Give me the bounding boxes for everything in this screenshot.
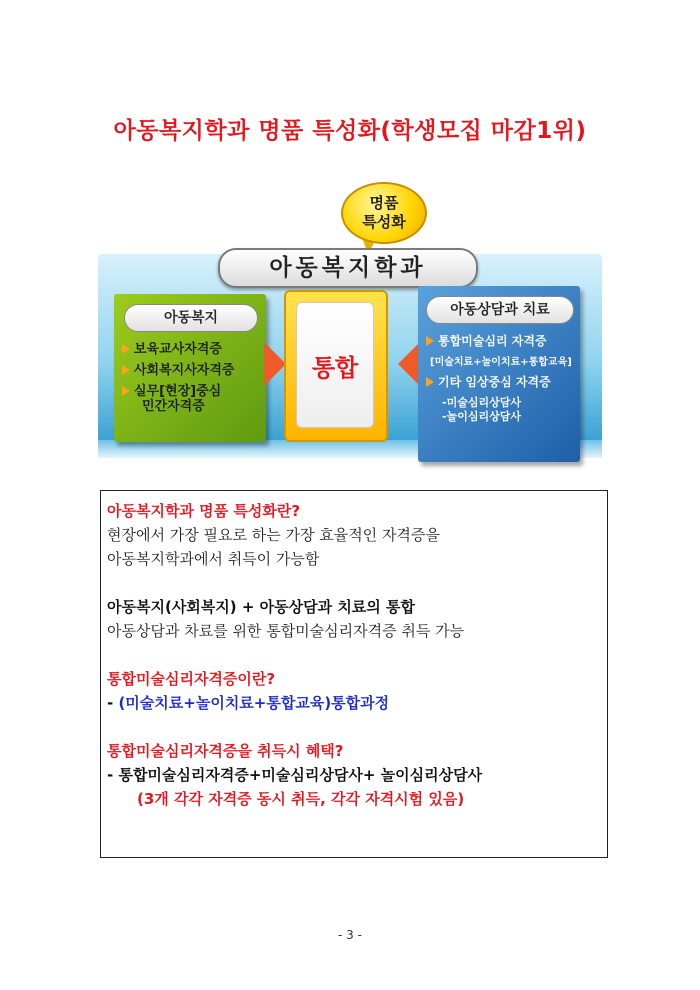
question-heading: 통합미술심리자격증을 취득시 혜택?: [107, 742, 344, 760]
list-item-label: 보육교사자격증: [134, 342, 222, 357]
benefit-text: - 통합미술심리자격증+미술심리상담사+ 놀이심리상담사: [107, 766, 483, 784]
counseling-therapy-header: 아동상담과 치료: [426, 296, 574, 324]
body-text: 아동상담과 차료를 위한 통합미술심리자격증 취득 가능: [107, 622, 465, 640]
bullet-arrow-icon: [122, 344, 130, 354]
bullet-arrow-icon: [122, 386, 130, 396]
question-heading: 통합미술심리자격증이란?: [107, 670, 276, 688]
list-item-label: 기타 임상중심 자격증: [438, 375, 551, 389]
list-item: [426, 334, 576, 349]
department-banner: 아동복지학과: [218, 248, 478, 288]
benefit-note: (3개 각각 자격증 동시 취득, 각각 자격시험 있음): [137, 790, 465, 808]
list-item-line1: 실무[현장]중심: [134, 384, 222, 399]
list-item-sub: [미술치료+놀이치료+통합교육]: [430, 357, 572, 368]
body-text: 아동복지학과에서 취득이 가능함: [107, 550, 320, 568]
child-welfare-list: [122, 342, 262, 420]
page-title: 아동복지학과 명품 특성화(학생모집 마감1위): [113, 118, 587, 144]
integration-label: 통합: [296, 302, 374, 428]
list-item-label: 통합미술심리 자격증: [438, 334, 547, 348]
list-item-line2: 민간자격증: [142, 399, 205, 414]
course-description: (미술치료+놀이치료+통합교육)통합과정: [118, 694, 390, 712]
list-item: [122, 342, 262, 357]
counseling-therapy-panel: [418, 286, 580, 462]
body-text: 현장에서 가장 필요로 하는 가장 효율적인 자격증을: [107, 526, 440, 544]
bullet-arrow-icon: [426, 336, 434, 346]
list-item: [426, 375, 576, 390]
info-box: [100, 490, 608, 858]
course-line: [107, 691, 601, 715]
child-welfare-panel: [114, 294, 266, 442]
counseling-therapy-list: [426, 334, 576, 424]
sub-list-item: -미술심리상담사: [442, 396, 521, 409]
program-diagram: [98, 178, 602, 478]
section-heading: 아동복지(사회복지) + 아동상담과 치료의 통합: [107, 598, 415, 616]
list-item: [122, 363, 262, 378]
integration-box: [284, 290, 388, 442]
sub-list-item: -놀이심리상담사: [442, 410, 521, 423]
bullet-arrow-icon: [122, 365, 130, 375]
dash-prefix: -: [107, 694, 119, 712]
speech-bubble: [341, 182, 427, 244]
question-heading: 아동복지학과 명품 특성화란?: [107, 502, 301, 520]
arrow-right-icon: [264, 342, 286, 386]
list-item-label: 사회복지사자격증: [134, 363, 235, 378]
bubble-line1: 명품: [369, 194, 399, 212]
bubble-line2: 특성화: [362, 213, 406, 231]
child-welfare-header: 아동복지: [124, 304, 258, 332]
page-number: - 3 -: [338, 928, 362, 942]
list-item: [122, 384, 262, 414]
list-item-label: [134, 384, 221, 414]
arrow-left-icon: [398, 342, 420, 386]
bullet-arrow-icon: [426, 377, 434, 387]
